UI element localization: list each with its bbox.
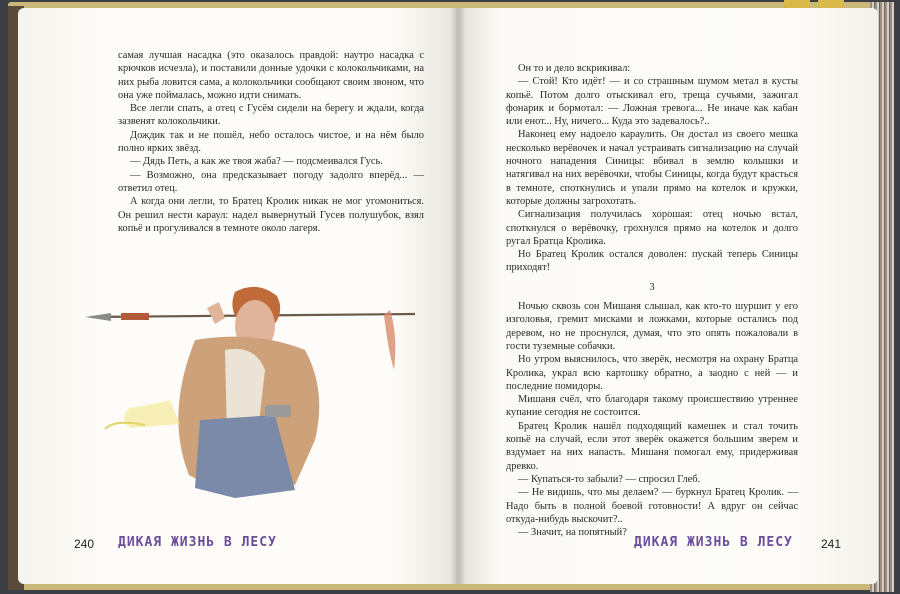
paragraph: — Значит, на попятный? bbox=[518, 527, 627, 539]
paragraph: — Дядь Петь, а как же твоя жаба? — подсмеивался Гусь. bbox=[130, 156, 383, 168]
paragraph: — Возможно, она предсказывает погоду задолго вперёд... — ответил отец. bbox=[118, 169, 424, 194]
paragraph: — Не видишь, что мы делаем? — буркнул Братец Кролик. — Надо быть в полной боевой готовности! А вдруг он сейчас откуда-нибудь выскочит?.. bbox=[506, 487, 798, 525]
chapter-number: 3 bbox=[649, 281, 655, 293]
paragraph: Но утром выяснилось, что зверёк, несмотря на охрану Братца Кролика, украл всю картошку обратно, а заодно с ней — и последние помидоры. bbox=[506, 354, 798, 392]
paragraph: Мишаня счёл, что благодаря такому происшествию утреннее купание сегодня не состоится. bbox=[506, 394, 798, 419]
page-number-right: 241 bbox=[821, 537, 842, 551]
running-title-right: ДИКАЯ ЖИЗНЬ В ЛЕСУ bbox=[634, 535, 793, 550]
right-page-text bbox=[506, 62, 798, 539]
paragraph: Дождик так и не пошёл, небо осталось чистое, и на нём было полно ярких звёзд. bbox=[118, 129, 424, 155]
running-title-left: ДИКАЯ ЖИЗНЬ В ЛЕСУ bbox=[118, 535, 277, 550]
paragraph: Все легли спать, а отец с Гусём сидели на берегу и ждали, когда зазвенят колокольчики. bbox=[118, 103, 424, 128]
page-number-left: 240 bbox=[74, 537, 95, 551]
paragraph: Братец Кролик нашёл подходящий камешек и стал точить копьё на случай, если этот зверёк окажется большим зверем и вздумает на них напасть. Мишаня помогал ему, придерживая древко. bbox=[506, 420, 798, 472]
left-page-text bbox=[118, 49, 424, 235]
paragraph: — Купаться-то забыли? — спросил Глеб. bbox=[518, 473, 701, 485]
paragraph: Сигнализация получилась хорошая: отец ночью встал, споткнулся о верёвочку, грохнулся прямо на котелок и долго ругал Братца Кролика. bbox=[506, 209, 798, 247]
paragraph: — Стой! Кто идёт! — и со страшным шумом метал в кусты копьё. Потом долго отыскивал его, треща сучьями, зажигал фонарик и бормотал: — Ложная тревога... Не иначе как кабан или енот... Ну, ничего... Куда это задевалось?.. bbox=[506, 76, 798, 128]
boy-with-spear-illustration bbox=[85, 280, 425, 505]
paragraph: самая лучшая насадка (это оказалось правдой: наутро насадка с крючков исчезла), и поставили донные удочки с колокольчиками, на них рыба ловится сама, а колокольчики сообщают своим звоном, что она уже поймалась, можно идти снимать. bbox=[118, 50, 424, 101]
paragraph: Наконец ему надоело караулить. Он достал из своего мешка несколько верёвочек и начал устраивать сигнализацию на случай ночного нападения Синицы: вбивал в землю колышки и натягивал на них верёвочки, чтобы Синицы, когда будут красться в темноте, споткнулись и упали прямо на котелок и кружки, которые должны загрохотать. bbox=[506, 129, 798, 207]
paragraph: Ночью сквозь сон Мишаня слышал, как кто-то шуршит у его изголовья, гремит мисками и ложками, которые остались под деревом, но не проснулся, думая, что это опять пожаловали в гости туземные собачки. bbox=[506, 301, 798, 352]
paragraph: А когда они легли, то Братец Кролик никак не мог угомониться. Он решил нести караул: надел вывернутый Гусев полушубок, взял копьё и прогуливался в темноте около лагеря. bbox=[118, 196, 424, 234]
paragraph: Он то и дело вскрикивал: bbox=[518, 63, 631, 74]
book-gutter bbox=[450, 8, 466, 584]
paragraph: Но Братец Кролик остался доволен: пускай теперь Синицы приходят! bbox=[506, 249, 798, 274]
